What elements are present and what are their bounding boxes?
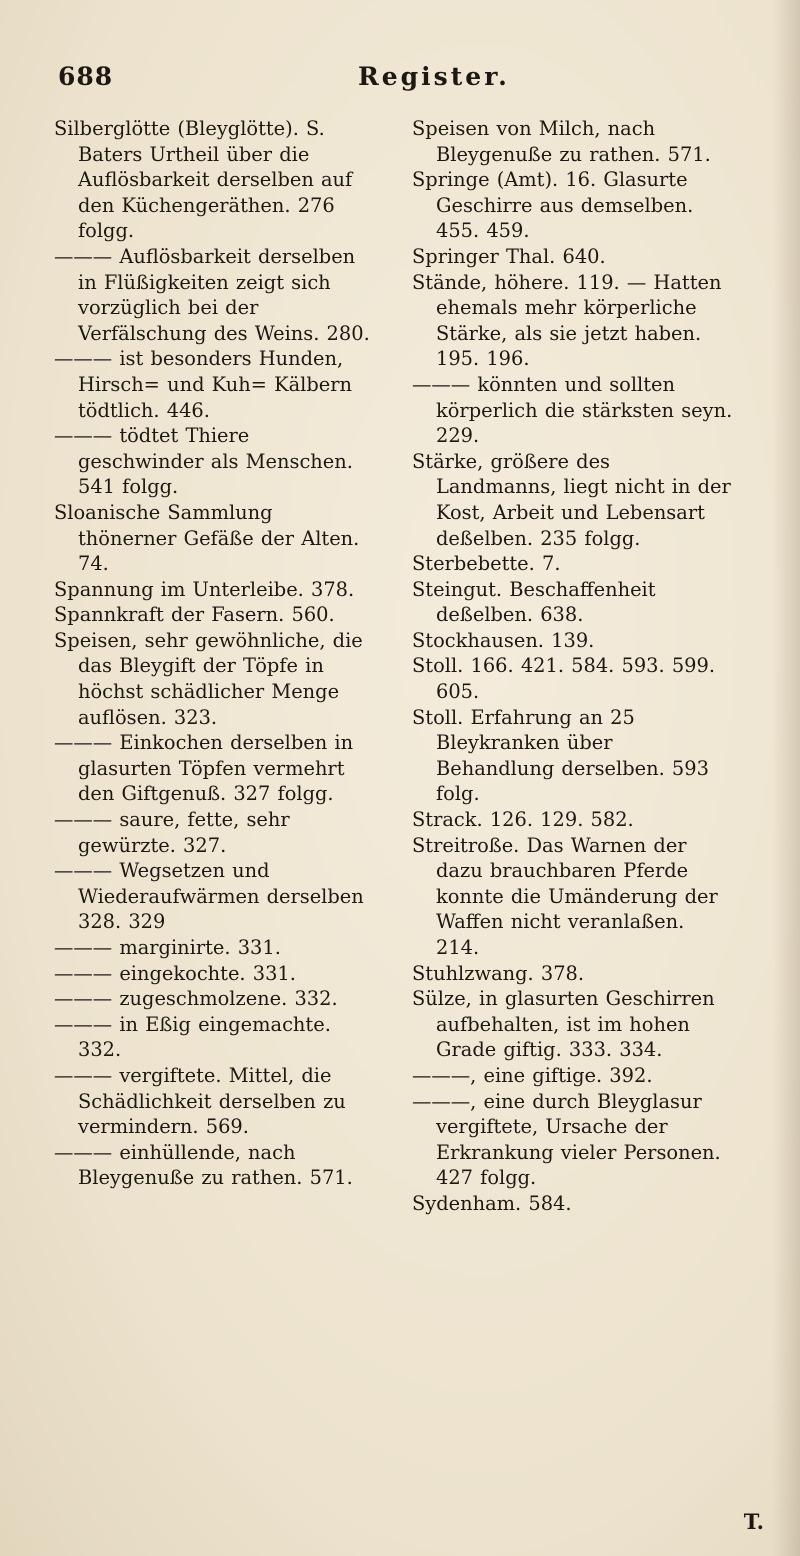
index-entry: ——— Einkochen derselben in glasurten Töpfen vermehrt den Giftgenuß. 327 folgg.: [54, 731, 354, 806]
index-entry: Sloanische Sammlung thönerner Gefäße der Alten. 74.: [54, 500, 360, 576]
index-entry: ——— einhüllende, nach Bleygenuße zu rathen. 571.: [54, 1140, 353, 1190]
index-entry: ——— in Eßig eingemachte. 332.: [54, 1012, 331, 1062]
index-entry: ——— eingekochte. 331.: [54, 961, 296, 985]
catchword: T.: [743, 1509, 764, 1534]
index-entry: ———, eine giftige. 392.: [412, 1063, 653, 1087]
index-entry: Strack. 126. 129. 582.: [412, 808, 634, 832]
index-entry: Sülze, in glasurten Geschirren aufbehalten, ist im hohen Grade giftig. 333. 334.: [412, 987, 715, 1062]
index-entry: ——— saure, fette, sehr gewürzte. 327.: [54, 808, 290, 857]
index-entry: Stände, höhere. 119. — Hatten ehemals mehr körperliche Stärke, als sie jetzt haben. 195. 196.: [412, 270, 722, 371]
index-entry: ——— ist besonders Hunden, Hirsch= und Kuh= Kälbern tödtlich. 446.: [54, 347, 352, 422]
index-entry: Speisen von Milch, nach Bleygenuße zu rathen. 571.: [412, 117, 711, 166]
index-entry: Stoll. Erfahrung an 25 Bleykranken über Behandlung derselben. 593 folg.: [412, 705, 709, 806]
index-entry: Spannkraft der Fasern. 560.: [54, 603, 335, 627]
index-entry: ——— Wegsetzen und Wiederaufwärmen derselben 328. 329: [54, 859, 364, 934]
index-entry: Springer Thal. 640.: [412, 244, 606, 268]
index-entry: Stuhlzwang. 378.: [412, 961, 585, 985]
index-entry: ——— könnten und sollten körperlich die stärksten seyn. 229.: [412, 372, 733, 448]
index-column-right: [412, 116, 734, 1546]
page-number: 688: [58, 62, 114, 91]
index-entry: ——— marginirte. 331.: [54, 936, 281, 959]
index-entry: ——— Auflösbarkeit derselben in Flüßigkeiten zeigt sich vorzüglich bei der Verfälschung des Weins. 280.: [54, 244, 370, 345]
index-entry: Spannung im Unterleibe. 378.: [54, 577, 355, 601]
page-edge-shadow: [772, 0, 800, 1556]
index-entry: Sterbebette. 7.: [412, 552, 561, 576]
index-column-left: [54, 116, 376, 1546]
index-entry: Sydenham. 584.: [412, 1191, 572, 1215]
index-entry: Stärke, größere des Landmanns, liegt nicht in der Kost, Arbeit und Lebensart deßelben. 235 folgg.: [412, 449, 731, 550]
index-entry: ——— tödtet Thiere geschwinder als Menschen. 541 folgg.: [54, 424, 353, 499]
index-entry: Springe (Amt). 16. Glasurte Geschirre aus demselben. 455. 459.: [412, 168, 694, 243]
index-entry: Streitroße. Das Warnen der dazu brauchbaren Pferde konnte die Umänderung der Waffen nicht veranlaßen. 214.: [412, 833, 718, 959]
index-entry: ———, eine durch Bleyglasur vergiftete, Ursache der Erkrankung vieler Personen. 427 folgg.: [412, 1089, 721, 1190]
page-header: [58, 62, 758, 102]
index-entry: ——— vergiftete. Mittel, die Schädlichkeit derselben zu vermindern. 569.: [54, 1063, 346, 1139]
index-entry: Speisen, sehr gewöhnliche, die das Bleygift der Töpfe in höchst schädlicher Menge auflösen. 323.: [54, 628, 363, 729]
index-entry: Silberglötte (Bleyglötte). S. Baters Urtheil über die Auflösbarkeit derselben auf den Küchengeräthen. 276 folgg.: [54, 117, 353, 243]
index-entry: Steingut. Beschaffenheit deßelben. 638.: [412, 577, 656, 627]
running-title: Register.: [358, 62, 510, 91]
index-entry: Stockhausen. 139.: [412, 628, 595, 652]
index-entry: ——— zugeschmolzene. 332.: [54, 987, 338, 1011]
index-entry: Stoll. 166. 421. 584. 593. 599. 605.: [412, 654, 716, 704]
